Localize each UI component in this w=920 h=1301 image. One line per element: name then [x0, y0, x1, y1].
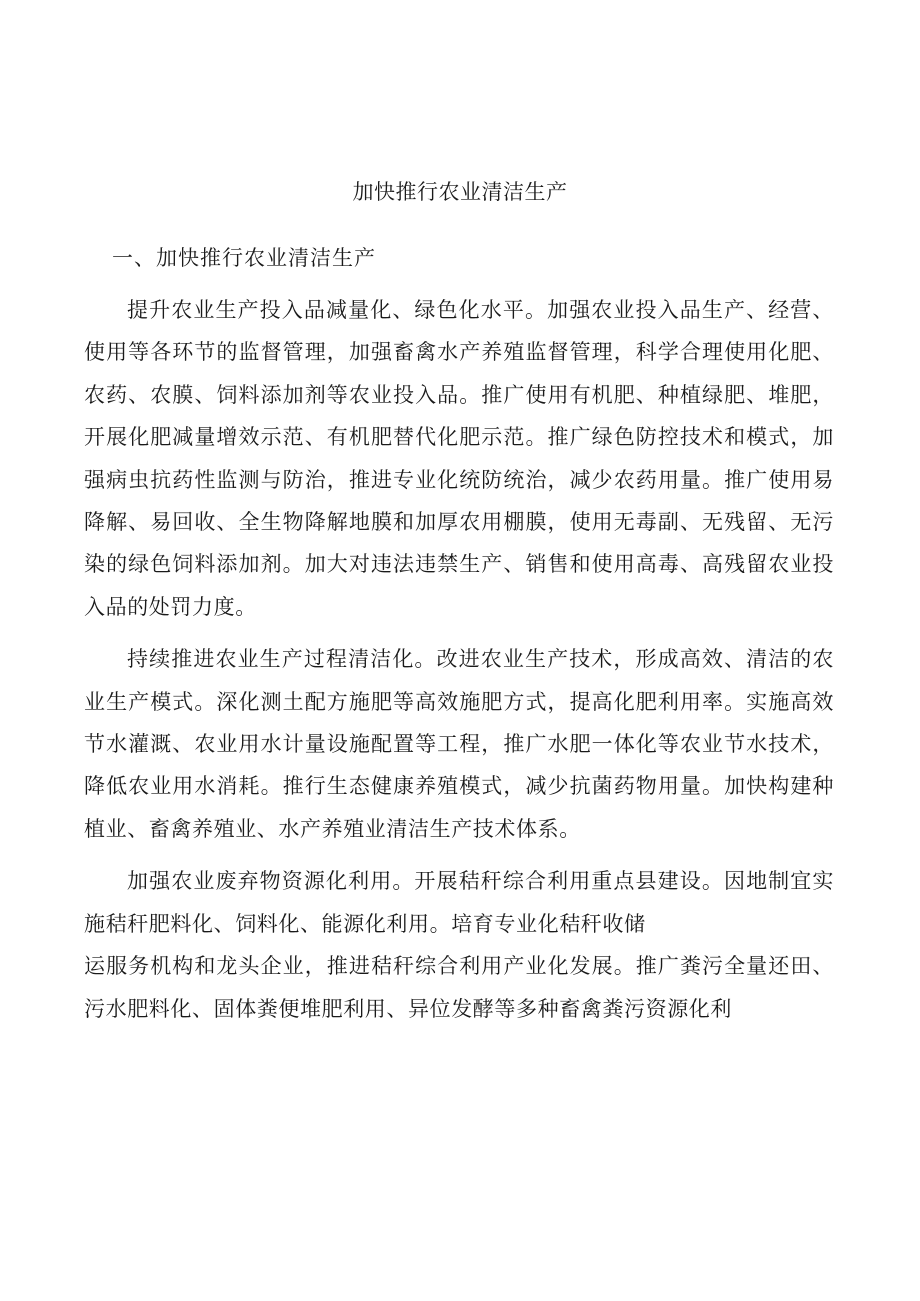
section-heading: 一、加快推行农业清洁生产: [112, 246, 376, 270]
document-title: 加快推行农业清洁生产: [352, 180, 568, 204]
paragraph-process-cleaning: 持续推进农业生产过程清洁化。改进农业生产技术，形成高效、清洁的农业生产模式。深化测土配方施肥等高效施肥方式，提高化肥利用率。实施高效节水灌溉、农业用水计量设施配置等工程，推广水肥一体化等农业节水技术，降低农业用水消耗。推行生态健康养殖模式，减少抗菌药物用量。加快构建种植业、畜禽养殖业、水产养殖业清洁生产技术体系。: [84, 647, 834, 841]
paragraph-waste-utilization-continued: 运服务机构和龙头企业，推进秸秆综合利用产业化发展。推广粪污全量还田、污水肥料化、固体粪便堆肥利用、异位发酵等多种畜禽粪污资源化利: [84, 954, 834, 1021]
document-body: [84, 289, 834, 1040]
paragraph-waste-utilization: 加强农业废弃物资源化利用。开展秸秆综合利用重点县建设。因地制宜实施秸秆肥料化、饲料化、能源化利用。培育专业化秸秆收储: [84, 869, 834, 936]
paragraph-input-reduction: 提升农业生产投入品减量化、绿色化水平。加强农业投入品生产、经营、使用等各环节的监督管理，加强畜禽水产养殖监督管理，科学合理使用化肥、农药、农膜、饲料添加剂等农业投入品。推广使用有机肥、种植绿肥、堆肥，开展化肥减量增效示范、有机肥替代化肥示范。推广绿色防控技术和模式，加强病虫抗药性监测与防治，推进专业化统防统治，减少农药用量。推广使用易降解、易回收、全生物降解地膜和加厚农用棚膜，使用无毒副、无残留、无污染的绿色饲料添加剂。加大对违法违禁生产、销售和使用高毒、高残留农业投入品的处罚力度。: [84, 298, 834, 619]
